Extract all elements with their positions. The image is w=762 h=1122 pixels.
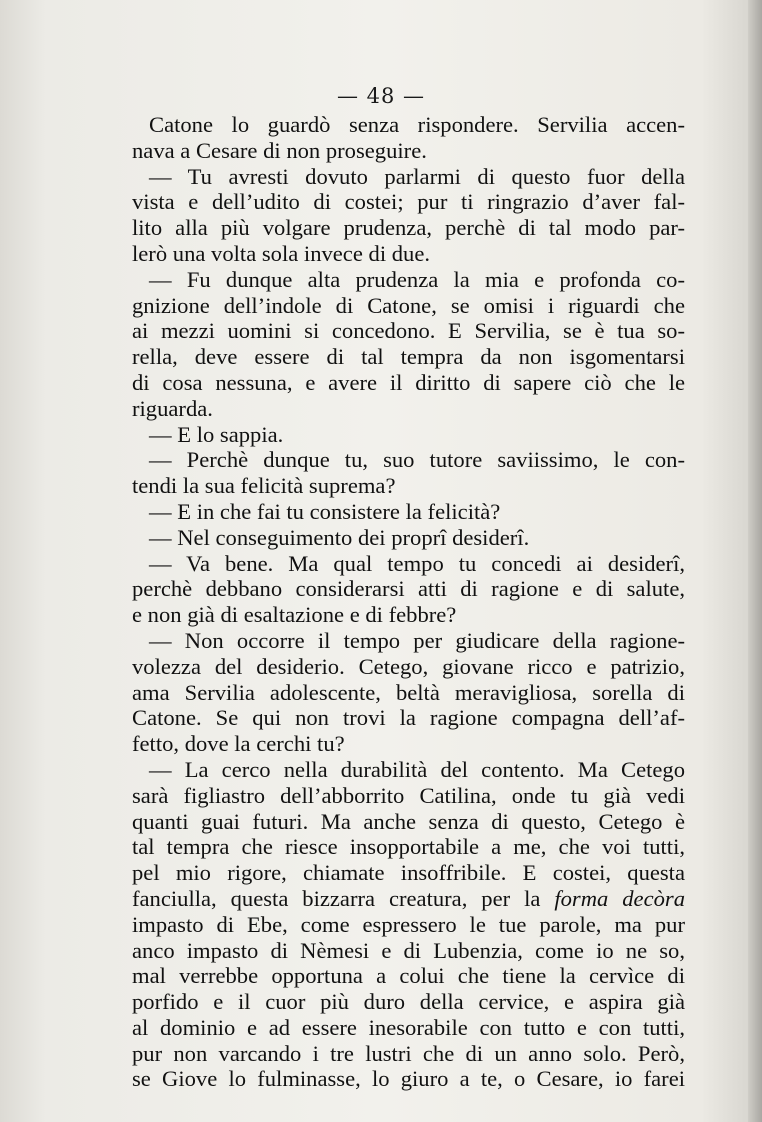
text-line: perchè debbano considerarsi atti di ragione e di salute, xyxy=(132,576,685,602)
text-line: tendi la sua felicità suprema? xyxy=(132,473,396,499)
text-line: — E in che fai tu consistere la felicità? xyxy=(149,498,501,524)
text-line: — Perchè dunque tu, suo tutore saviissimo, le con- xyxy=(149,447,685,473)
text-line: vista e dell’udito di costei; pur ti ringrazio d’aver fal- xyxy=(132,189,685,215)
text-line: pel mio rigore, chiamate insoffribile. E costei, questa xyxy=(132,860,685,886)
text-line: lerò una volta sola invece di due. xyxy=(132,240,431,266)
italic-phrase: forma decòra xyxy=(554,885,685,911)
body-text xyxy=(132,112,685,1092)
text-line: impasto di Ebe, come espressero le tue parole, ma pur xyxy=(132,911,685,937)
text-line: fanciulla, questa bizzarra creatura, per la forma decòra xyxy=(132,885,685,911)
text-line: ai mezzi uomini si concedono. E Servilia, se è tua so- xyxy=(132,318,685,344)
text-line: mal verrebbe opportuna a colui che tiene la cervìce di xyxy=(132,963,685,989)
text-line: pur non varcando i tre lustri che di un anno solo. Però, xyxy=(132,1040,685,1066)
text-line: — Va bene. Ma qual tempo tu concedi ai desiderî, xyxy=(149,550,685,576)
text-line: riguarda. xyxy=(132,395,213,421)
text-line: rella, deve essere di tal tempra da non isgomentarsi xyxy=(132,344,685,370)
text-line: tal tempra che riesce insopportabile a me, che voi tutti, xyxy=(132,834,685,860)
text-line: nava a Cesare di non proseguire. xyxy=(132,137,427,163)
text-line: gnizione dell’indole di Catone, se omisi i riguardi che xyxy=(132,292,685,318)
text-line: — Non occorre il tempo per giudicare della ragione- xyxy=(149,627,685,653)
text-line: sarà figliastro dell’abborrito Catilina, onde tu già vedi xyxy=(132,782,685,808)
text-line: fetto, dove la cerchi tu? xyxy=(132,731,345,757)
text-line: volezza del desiderio. Cetego, giovane ricco e patrizio, xyxy=(132,653,685,679)
page-spine-shadow xyxy=(748,0,762,1122)
text-line: ama Servilia adolescente, beltà meravigliosa, sorella di xyxy=(132,679,685,705)
text-line: al dominio e ad essere inesorabile con tutto e con tutti, xyxy=(132,1014,685,1040)
text-line: porfido e il cuor più duro della cervice, e aspira già xyxy=(132,989,685,1015)
text-line: Catone lo guardò senza rispondere. Servilia accen- xyxy=(149,112,685,137)
text-line: — Fu dunque alta prudenza la mia e profonda co- xyxy=(149,266,685,292)
text-line: — Nel conseguimento dei proprî desiderî. xyxy=(149,524,530,550)
text-line: — La cerco nella durabilità del contento. Ma Cetego xyxy=(149,756,685,782)
text-line: Catone. Se qui non trovi la ragione compagna dell’af- xyxy=(132,705,685,731)
text-line: e non già di esaltazione e di febbre? xyxy=(132,602,457,628)
text-line: lito alla più volgare prudenza, perchè di tal modo par- xyxy=(132,215,685,241)
text-line: — Tu avresti dovuto parlarmi di questo fuor della xyxy=(149,163,685,189)
text-line: di cosa nessuna, e avere il diritto di sapere ciò che le xyxy=(132,369,685,395)
text-line: se Giove lo fulminasse, lo giuro a te, o Cesare, io farei xyxy=(132,1066,685,1092)
page-number: — 48 — xyxy=(336,84,426,108)
text-line: — E lo sappia. xyxy=(149,421,284,447)
text-line: quanti guai futuri. Ma anche senza di questo, Cetego è xyxy=(132,808,685,834)
text-line: anco impasto di Nèmesi e di Lubenzia, come io ne so, xyxy=(132,937,685,963)
